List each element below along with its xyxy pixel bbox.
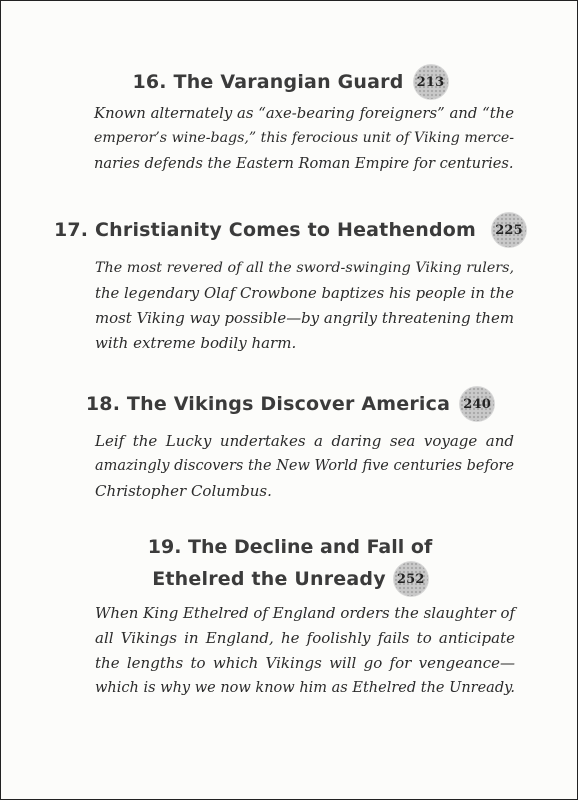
summary-line: emperor’s wine-bags,” this ferocious unit of Viking merce- xyxy=(94,130,514,146)
summary-line: most Viking way possible—by angrily threatening them xyxy=(95,309,514,327)
chapter-title-line-2: Ethelred the Unready xyxy=(152,568,386,590)
page-number-badge: 252 xyxy=(394,562,428,596)
toc-entry-16 xyxy=(1,65,578,99)
toc-entry-17 xyxy=(1,213,578,247)
chapter-summary xyxy=(94,101,514,176)
chapter-summary xyxy=(95,256,514,356)
chapter-title: 18. The Vikings Discover America xyxy=(85,393,451,415)
chapter-heading xyxy=(1,213,578,247)
summary-line: naries defends the Eastern Roman Empire for centuries. xyxy=(94,155,514,172)
summary-line: the lengths to which Vikings will go for vengeance— xyxy=(95,654,515,672)
chapter-heading xyxy=(1,562,578,596)
page-number-badge: 240 xyxy=(460,387,494,421)
chapter-title: 17. Christianity Comes to Heathendom xyxy=(53,219,477,241)
chapter-summary xyxy=(95,601,515,701)
summary-line: The most revered of all the sword-swinging Viking rulers, xyxy=(95,260,514,276)
summary-line: amazingly discovers the New World five centuries before xyxy=(95,458,514,474)
summary-line: When King Ethelred of England orders the slaughter of xyxy=(95,604,515,622)
summary-line: Known alternately as “axe-bearing foreigners” and “the xyxy=(94,105,514,122)
chapter-heading xyxy=(1,387,578,421)
chapter-heading xyxy=(1,65,578,99)
chapter-title: 16. The Varangian Guard xyxy=(132,71,404,93)
page-number-badge: 225 xyxy=(492,213,526,247)
page-number-badge: 213 xyxy=(414,65,448,99)
chapter-summary xyxy=(95,429,514,504)
summary-line: the legendary Olaf Crowbone baptizes his people in the xyxy=(95,285,514,302)
summary-line: Leif the Lucky undertakes a daring sea voyage and xyxy=(95,432,514,450)
summary-line: Christopher Columbus. xyxy=(95,482,272,500)
toc-entry-19 xyxy=(1,536,578,596)
summary-line: all Vikings in England, he foolishly fails to anticipate xyxy=(95,629,515,647)
toc-entry-18 xyxy=(1,387,578,421)
chapter-heading-line-1: 19. The Decline and Fall of xyxy=(147,536,433,558)
summary-line: with extreme bodily harm. xyxy=(95,334,297,352)
summary-line: which is why we now know him as Ethelred the Unready. xyxy=(95,680,515,696)
